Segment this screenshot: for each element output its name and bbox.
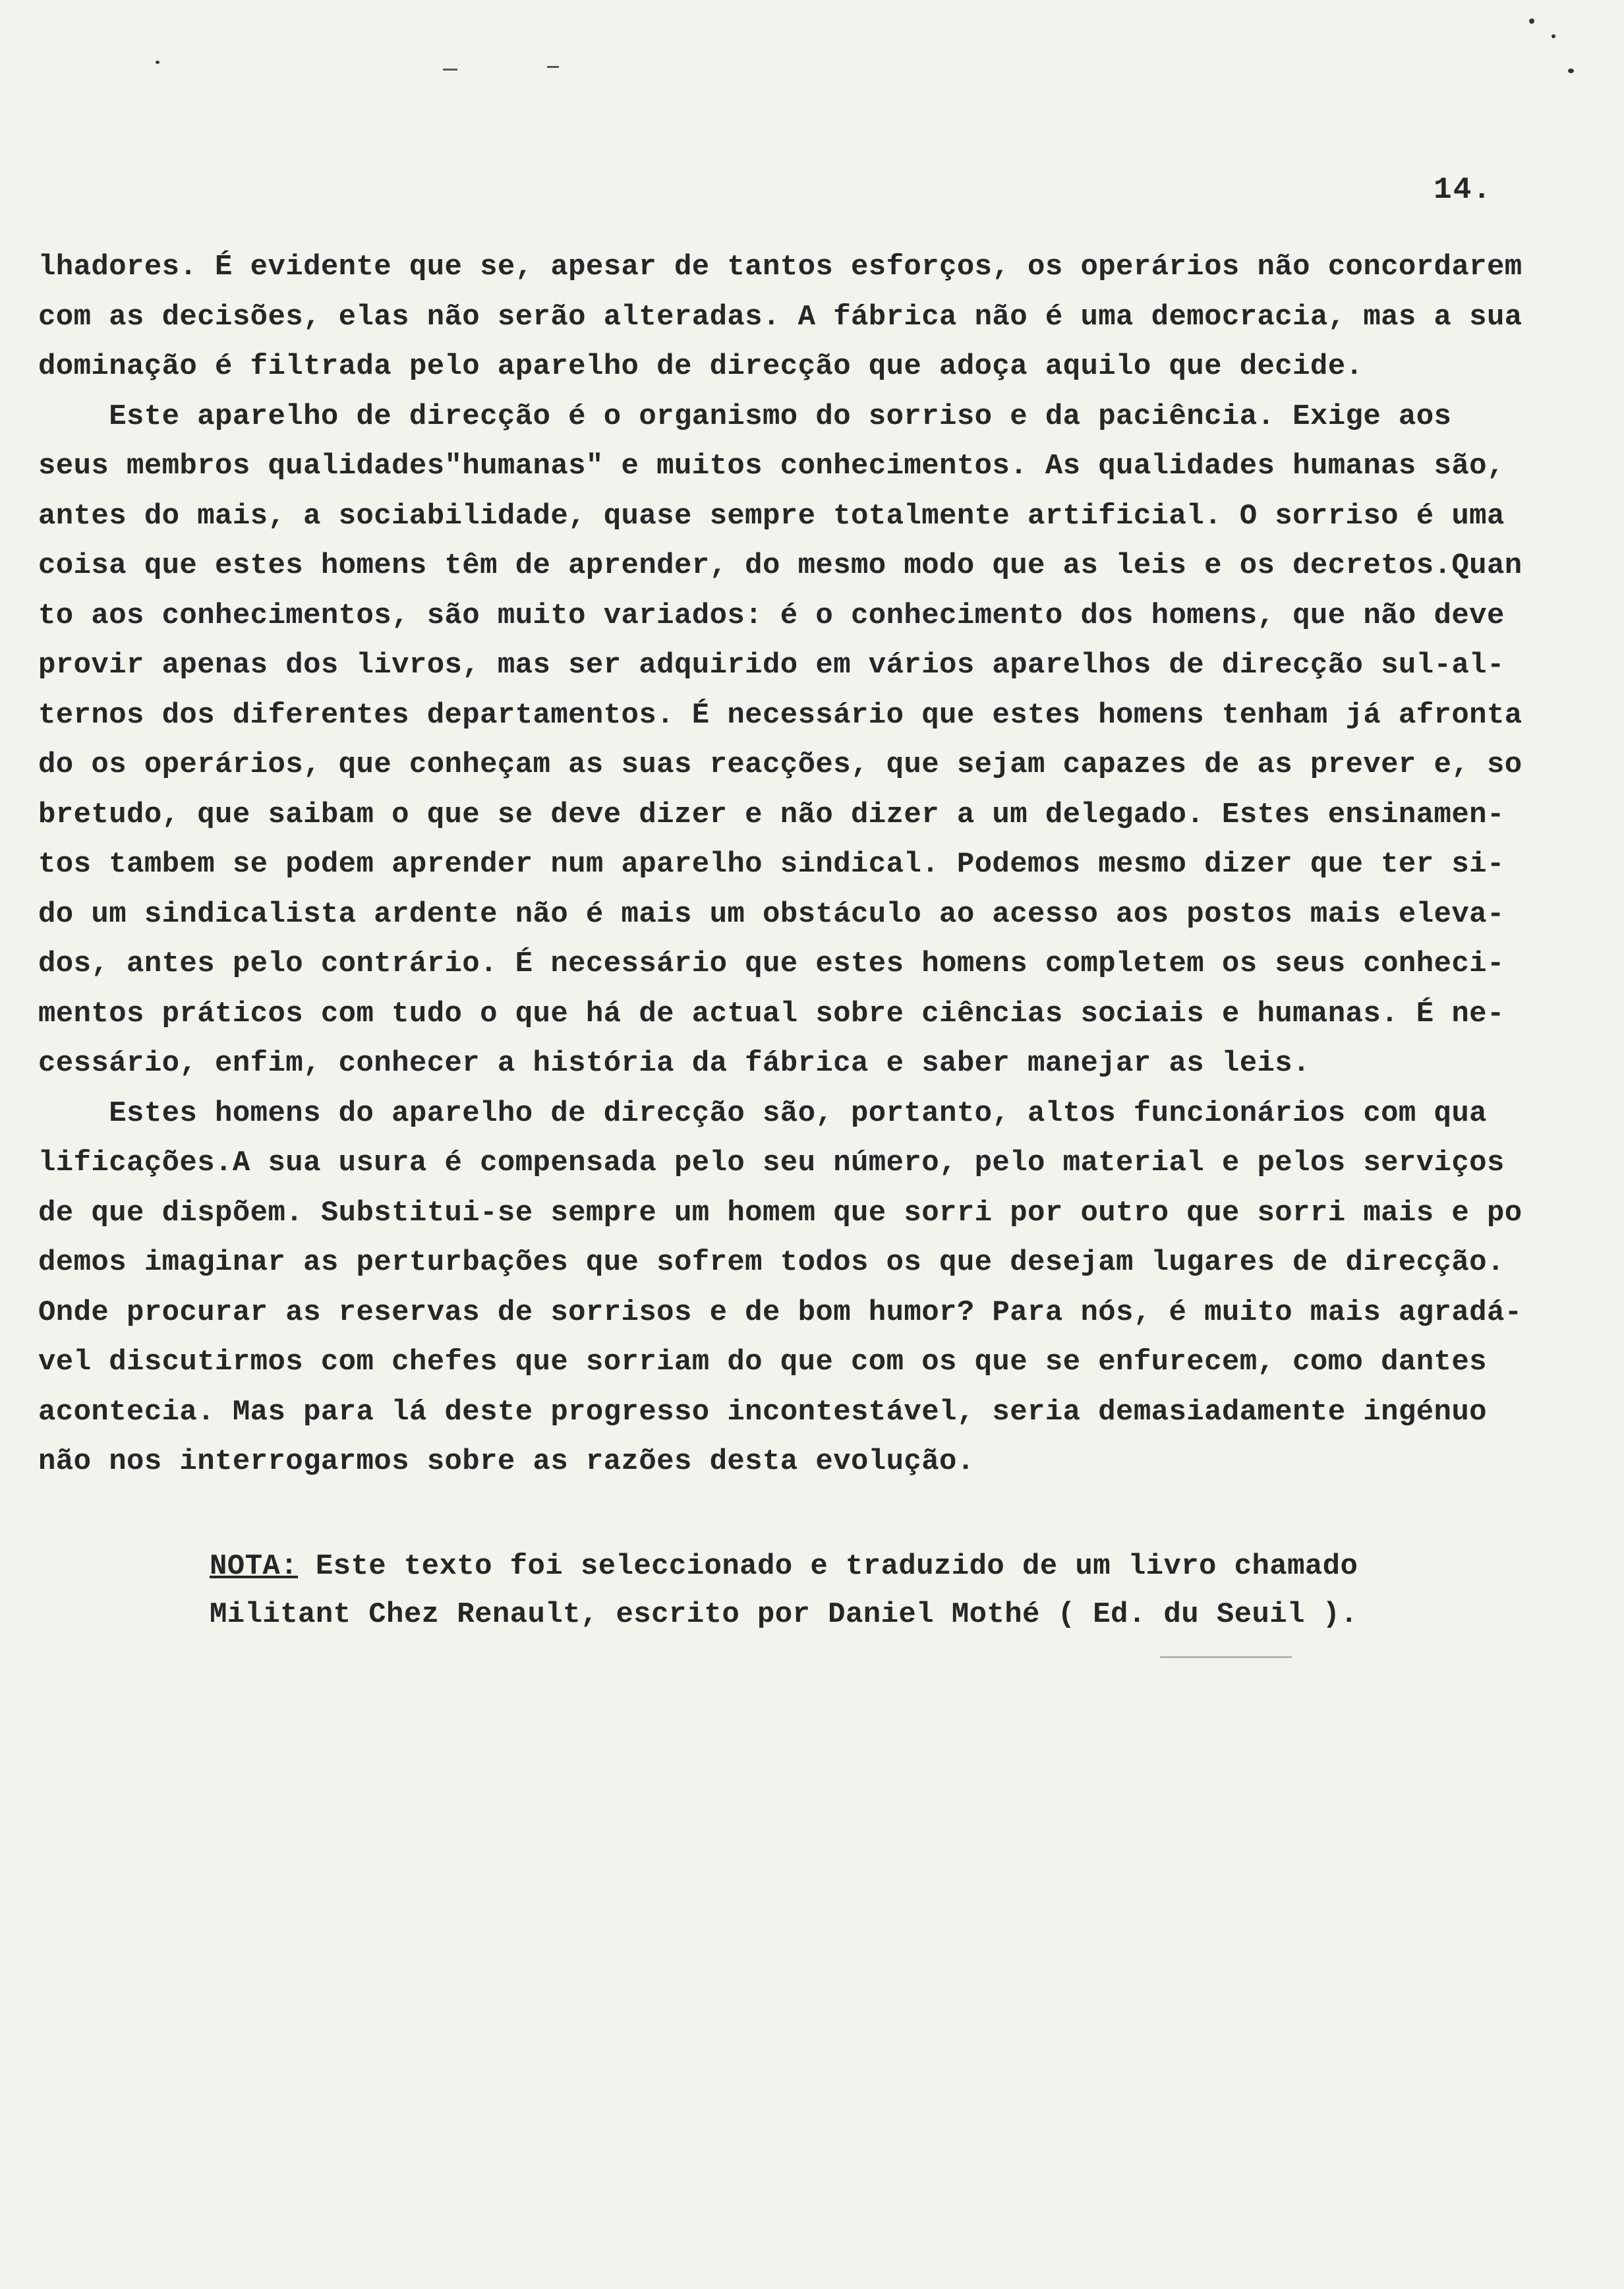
scan-mark <box>443 69 457 71</box>
note-block <box>210 1543 1358 1639</box>
text-line: dominação é filtrada pelo aparelho de direcção que adoça aquilo que decide. <box>38 350 1364 383</box>
text-line: dos, antes pelo contrário. É necessário que estes homens completem os seus conheci- <box>38 947 1505 980</box>
text-line: tos tambem se podem aprender num aparelho sindical. Podemos mesmo dizer que ter si- <box>38 848 1505 881</box>
scan-speck <box>1552 34 1555 38</box>
note-label: NOTA: <box>210 1550 299 1583</box>
text-line: Onde procurar as reservas de sorrisos e de bom humor? Para nós, é muito mais agradá- <box>38 1295 1522 1329</box>
text-line: cessário, enfim, conhecer a história da fábrica e saber manejar as leis. <box>38 1047 1310 1080</box>
text-line: provir apenas dos livros, mas ser adquirido em vários aparelhos de direcção sul-al- <box>38 649 1505 682</box>
scan-speck <box>1568 69 1574 73</box>
text-line: bretudo, que saibam o que se deve dizer e não dizer a um delegado. Estes ensinamen- <box>38 798 1505 831</box>
text-line: antes do mais, a sociabilidade, quase sempre totalmente artificial. O sorriso é uma <box>38 499 1505 533</box>
text-line: Este aparelho de direcção é o organismo do sorriso e da paciência. Exige aos <box>38 400 1452 433</box>
text-line: ternos dos diferentes departamentos. É necessário que estes homens tenham já afronta <box>38 698 1522 732</box>
text-line: do um sindicalista ardente não é mais um obstáculo ao acesso aos postos mais eleva- <box>38 897 1505 931</box>
note-text: Este texto foi seleccionado e traduzido de um livro chamado <box>298 1550 1358 1583</box>
text-line: demos imaginar as perturbações que sofrem todos os que desejam lugares de direcção. <box>38 1246 1505 1279</box>
body-text <box>38 243 1522 1487</box>
text-line: não nos interrogarmos sobre as razões desta evolução. <box>38 1445 975 1478</box>
text-line: do os operários, que conheçam as suas reacções, que sejam capazes de as prever e, so <box>38 748 1522 781</box>
text-line: coisa que estes homens têm de aprender, do mesmo modo que as leis e os decretos.Quan <box>38 549 1522 582</box>
scan-speck <box>156 61 160 64</box>
text-line: Estes homens do aparelho de direcção são, portanto, altos funcionários com qua <box>38 1096 1487 1130</box>
text-line: de que dispõem. Substitui-se sempre um homem que sorri por outro que sorri mais e po <box>38 1196 1522 1230</box>
text-line: vel discutirmos com chefes que sorriam do que com os que se enfurecem, como dantes <box>38 1346 1487 1379</box>
text-line: to aos conhecimentos, são muito variados: é o conhecimento dos homens, que não deve <box>38 599 1505 632</box>
text-line: mentos práticos com tudo o que há de actual sobre ciências sociais e humanas. É ne- <box>38 997 1505 1030</box>
text-line: acontecia. Mas para lá deste progresso incontestável, seria demasiadamente ingénuo <box>38 1395 1487 1429</box>
text-line: com as decisões, elas não serão alteradas. A fábrica não é uma democracia, mas a sua <box>38 300 1522 334</box>
text-line: seus membros qualidades"humanas" e muitos conhecimentos. As qualidades humanas são, <box>38 450 1505 483</box>
scan-mark <box>547 66 559 68</box>
text-line: lhadores. É evidente que se, apesar de tantos esforços, os operários não concordarem <box>38 251 1522 283</box>
text-line: lificações.A sua usura é compensada pelo seu número, pelo material e pelos serviços <box>38 1146 1505 1179</box>
page-number: 14. <box>1434 173 1492 207</box>
scan-mark <box>1160 1656 1292 1658</box>
note-line: Militant Chez Renault, escrito por Daniel Mothé ( Ed. du Seuil ). <box>210 1598 1358 1631</box>
scan-speck <box>1529 18 1534 24</box>
note-line <box>210 1543 1358 1591</box>
